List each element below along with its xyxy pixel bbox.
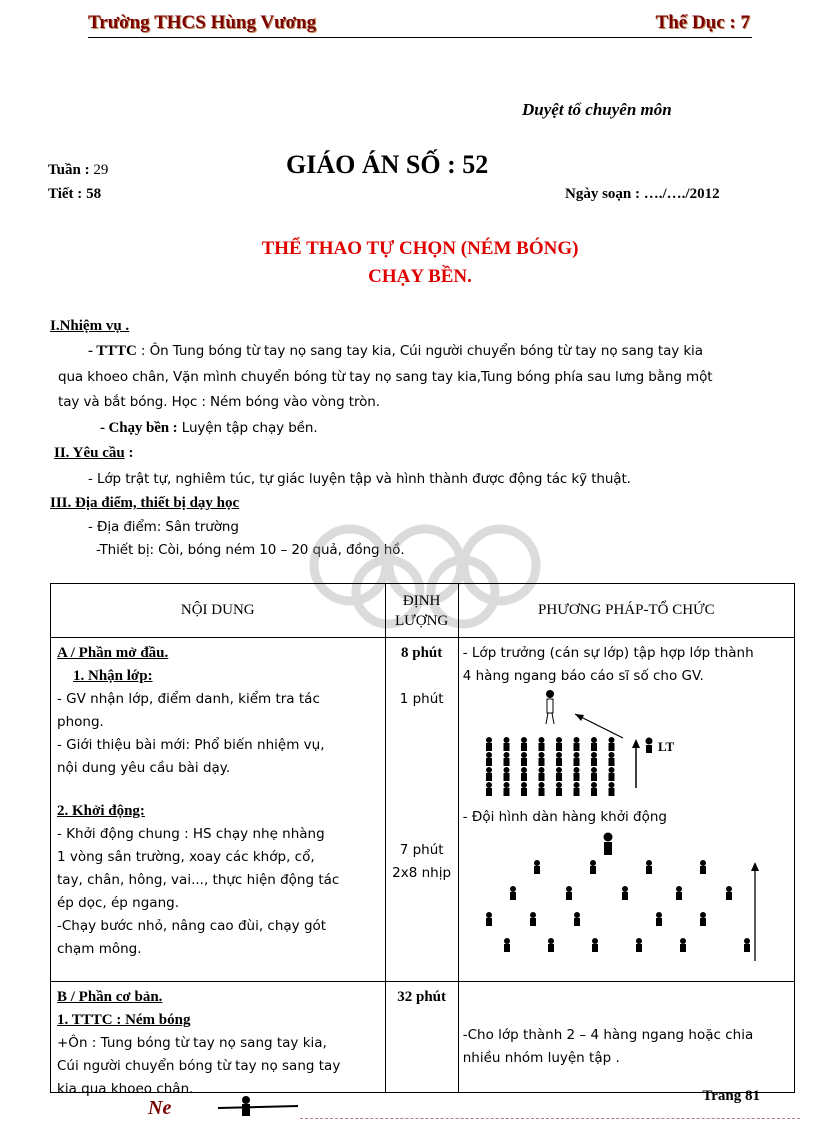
header-divider bbox=[88, 37, 752, 38]
student-figure bbox=[486, 912, 492, 926]
part-b-line3: kia qua khoeo chân. bbox=[57, 1081, 194, 1097]
period-info bbox=[48, 186, 101, 203]
week-label: Tuần : bbox=[48, 162, 90, 178]
arrowhead bbox=[632, 739, 640, 748]
student-figure bbox=[538, 782, 544, 796]
part-a-method1-line1: - Lớp trưởng (cán sự lớp) tập hợp lớp thành bbox=[462, 645, 754, 661]
student-figure bbox=[538, 737, 544, 751]
student-figure bbox=[608, 782, 614, 796]
student-figure bbox=[591, 767, 597, 781]
teacher-figure bbox=[603, 833, 612, 856]
plan-title: GIÁO ÁN SỐ : 52 bbox=[286, 150, 489, 179]
table-row-part-a bbox=[51, 638, 795, 982]
part-a-sub1-title-wrap bbox=[57, 665, 379, 688]
part-b-time: 32 phút bbox=[397, 989, 447, 1005]
student-figure bbox=[486, 767, 492, 781]
student-figure bbox=[521, 737, 527, 751]
part-b-line1: +Ôn : Tung bóng từ tay nọ sang tay kia, bbox=[57, 1035, 327, 1051]
tasks-ttc-line3: tay và bắt bóng. Học : Ném bóng vào vòng tròn. bbox=[58, 394, 380, 410]
student-figure bbox=[700, 912, 706, 926]
date-value: …./…./2012 bbox=[643, 186, 720, 202]
tasks-run-line bbox=[100, 420, 318, 437]
part-a-sub1-line2: phong. bbox=[57, 714, 104, 730]
topic-line-1: THỂ THAO TỰ CHỌN (NÉM BÓNG) bbox=[261, 238, 579, 259]
tasks-heading: I.Nhiệm vụ . bbox=[50, 318, 130, 334]
student-figure bbox=[548, 938, 554, 952]
class-monitor-figure bbox=[645, 738, 652, 754]
student-figure bbox=[503, 782, 509, 796]
lt-label: LT bbox=[657, 739, 674, 754]
part-a-method2: - Đội hình dàn hàng khởi động bbox=[462, 809, 667, 825]
student-figure bbox=[556, 767, 562, 781]
part-a-quantity bbox=[385, 638, 458, 982]
part-b-title: B / Phần cơ bản. bbox=[57, 989, 163, 1005]
student-figure bbox=[573, 737, 579, 751]
student-figure bbox=[503, 752, 509, 766]
student-figure bbox=[591, 782, 597, 796]
student-figure bbox=[680, 938, 686, 952]
location-heading: III. Địa điểm, thiết bị dạy học bbox=[50, 495, 240, 511]
requirements-heading-wrap bbox=[54, 445, 133, 462]
student-figure bbox=[503, 767, 509, 781]
part-a-method1-line2: 4 hàng ngang báo cáo sĩ số cho GV. bbox=[462, 668, 704, 684]
requirements-text: - Lớp trật tự, nghiêm túc, tự giác luyện tập và hình thành được động tác kỹ thuật. bbox=[88, 471, 631, 487]
student-figure bbox=[556, 752, 562, 766]
teacher-figure bbox=[546, 690, 554, 724]
student-figure bbox=[503, 737, 509, 751]
student-figure bbox=[636, 938, 642, 952]
student-figure bbox=[622, 886, 628, 900]
student-figure bbox=[656, 912, 662, 926]
student-figure bbox=[486, 782, 492, 796]
part-a-sub1-line4: nội dung yêu cầu bài dạy. bbox=[57, 760, 231, 776]
requirements-heading-suffix: : bbox=[124, 445, 134, 461]
part-a-sub2-time2: 2x8 nhịp bbox=[392, 865, 452, 881]
student-figure bbox=[573, 782, 579, 796]
student-figure bbox=[566, 886, 572, 900]
date-info bbox=[565, 186, 720, 203]
spacer bbox=[57, 780, 379, 800]
student-figure bbox=[486, 737, 492, 751]
header-method: PHƯƠNG PHÁP-TỔ CHỨC bbox=[458, 584, 794, 638]
part-b-quantity bbox=[385, 982, 458, 1093]
spacer bbox=[463, 986, 790, 1024]
student-figure bbox=[608, 737, 614, 751]
arrowhead bbox=[575, 714, 584, 721]
student-figure bbox=[608, 767, 614, 781]
part-a-sub2-title: 2. Khởi động: bbox=[57, 803, 145, 819]
part-b-sub1-title: 1. TTTC : Ném bóng bbox=[57, 1012, 191, 1028]
table-row-part-b bbox=[51, 982, 795, 1093]
student-figure bbox=[486, 752, 492, 766]
run-text: Luyện tập chạy bền. bbox=[177, 420, 318, 436]
part-a-sub2-line3: tay, chân, hông, vai..., thực hiện động tác bbox=[57, 872, 340, 888]
student-figure bbox=[530, 912, 536, 926]
part-a-sub2-line4: ép dọc, ép ngang. bbox=[57, 895, 179, 911]
subject-label: Thể Dục : 7 bbox=[655, 12, 750, 33]
student-figure bbox=[538, 752, 544, 766]
part-b-line2: Cúi người chuyển bóng từ tay nọ sang tay bbox=[57, 1058, 341, 1074]
period-value: 58 bbox=[86, 186, 102, 202]
spacer bbox=[388, 711, 456, 839]
school-name: Trường THCS Hùng Vương bbox=[88, 12, 317, 33]
formation-diagram-report bbox=[463, 688, 783, 798]
part-b-content bbox=[51, 982, 386, 1097]
student-figure bbox=[556, 782, 562, 796]
header-quantity bbox=[385, 584, 458, 638]
part-b-method-line2: nhiều nhóm luyện tập . bbox=[462, 1050, 620, 1066]
part-a-sub1-title: 1. Nhận lớp: bbox=[73, 668, 153, 684]
part-a-sub1-line3: - Giới thiệu bài mới: Phổ biến nhiệm vụ, bbox=[57, 737, 325, 753]
part-a-sub2-line5: -Chạy bước nhỏ, nâng cao đùi, chạy gót bbox=[57, 918, 327, 934]
student-figure bbox=[591, 752, 597, 766]
student-triangle bbox=[486, 860, 750, 952]
spacer bbox=[388, 665, 456, 688]
student-figure bbox=[744, 938, 750, 952]
student-figure bbox=[646, 860, 652, 874]
student-figure bbox=[726, 886, 732, 900]
student-figure bbox=[521, 782, 527, 796]
ttc-label: - TTTC bbox=[88, 343, 137, 359]
student-figure bbox=[608, 752, 614, 766]
period-label: Tiết : bbox=[48, 186, 83, 202]
part-a-time: 8 phút bbox=[400, 645, 443, 661]
formation-diagram-warmup bbox=[463, 829, 783, 969]
approval-label: Duyệt tổ chuyên môn bbox=[522, 100, 672, 119]
student-figure bbox=[590, 860, 596, 874]
part-a-sub2-time1: 7 phút bbox=[399, 842, 444, 858]
part-a-sub2-line2: 1 vòng sân trường, xoay các khớp, cổ, bbox=[57, 849, 315, 865]
student-figure bbox=[510, 886, 516, 900]
tasks-ttc-line1 bbox=[88, 343, 703, 360]
arrowhead bbox=[751, 862, 759, 871]
run-label: - Chạy bền : bbox=[100, 420, 178, 436]
header-quantity-line1: ĐỊNH bbox=[402, 592, 441, 609]
part-b-sub1-title-wrap bbox=[57, 1009, 379, 1032]
header-quantity-line2: LƯỢNG bbox=[394, 612, 449, 629]
part-b-method-line1: -Cho lớp thành 2 – 4 hàng ngang hoặc chia bbox=[462, 1027, 754, 1043]
student-figure bbox=[700, 860, 706, 874]
table-header-row bbox=[51, 584, 795, 638]
student-figure bbox=[534, 860, 540, 874]
part-a-sub2-line6: chạm mông. bbox=[57, 941, 142, 957]
student-rows bbox=[486, 737, 615, 796]
requirements-heading: II. Yêu cầu bbox=[54, 445, 125, 461]
part-a-sub1-line1: - GV nhận lớp, điểm danh, kiểm tra tác bbox=[57, 691, 320, 707]
student-figure bbox=[591, 737, 597, 751]
part-b-method bbox=[458, 982, 794, 1093]
student-figure bbox=[521, 767, 527, 781]
week-info bbox=[48, 162, 108, 179]
footer-dotted-line bbox=[300, 1118, 800, 1119]
page-number: Trang 81 bbox=[702, 1088, 760, 1104]
student-figure bbox=[573, 767, 579, 781]
location-equipment: -Thiết bị: Còi, bóng ném 10 – 20 quả, đồng hồ. bbox=[96, 542, 405, 558]
tasks-ttc-line2: qua khoeo chân, Vặn mình chuyển bóng từ tay nọ sang tay kia,Tung bóng phía sau lưng bằng một bbox=[58, 369, 713, 385]
part-a-sub2-line1: - Khởi động chung : HS chạy nhẹ nhàng bbox=[57, 826, 325, 842]
student-figure bbox=[504, 938, 510, 952]
student-figure bbox=[574, 912, 580, 926]
part-a-title: A / Phần mở đầu. bbox=[57, 645, 169, 661]
part-a-method bbox=[458, 638, 794, 982]
topic-line-2: CHẠY BỀN. bbox=[368, 266, 472, 287]
student-figure bbox=[573, 752, 579, 766]
ttc-text: : Ôn Tung bóng từ tay nọ sang tay kia, Cúi người chuyển bóng từ tay nọ sang tay kia bbox=[136, 343, 703, 359]
header-content: NỘI DUNG bbox=[51, 584, 386, 638]
student-figure bbox=[521, 752, 527, 766]
date-label: Ngày soạn : bbox=[565, 186, 641, 202]
student-figure bbox=[592, 938, 598, 952]
student-figure bbox=[676, 886, 682, 900]
location-place: - Địa điểm: Sân trường bbox=[88, 519, 239, 535]
part-a-content bbox=[51, 638, 386, 982]
week-value: 29 bbox=[93, 162, 109, 178]
student-figure bbox=[538, 767, 544, 781]
student-figure bbox=[556, 737, 562, 751]
footer-logo-image bbox=[148, 1092, 308, 1122]
part-a-sub1-time: 1 phút bbox=[399, 691, 444, 707]
svg-text:Ne: Ne bbox=[148, 1097, 172, 1119]
